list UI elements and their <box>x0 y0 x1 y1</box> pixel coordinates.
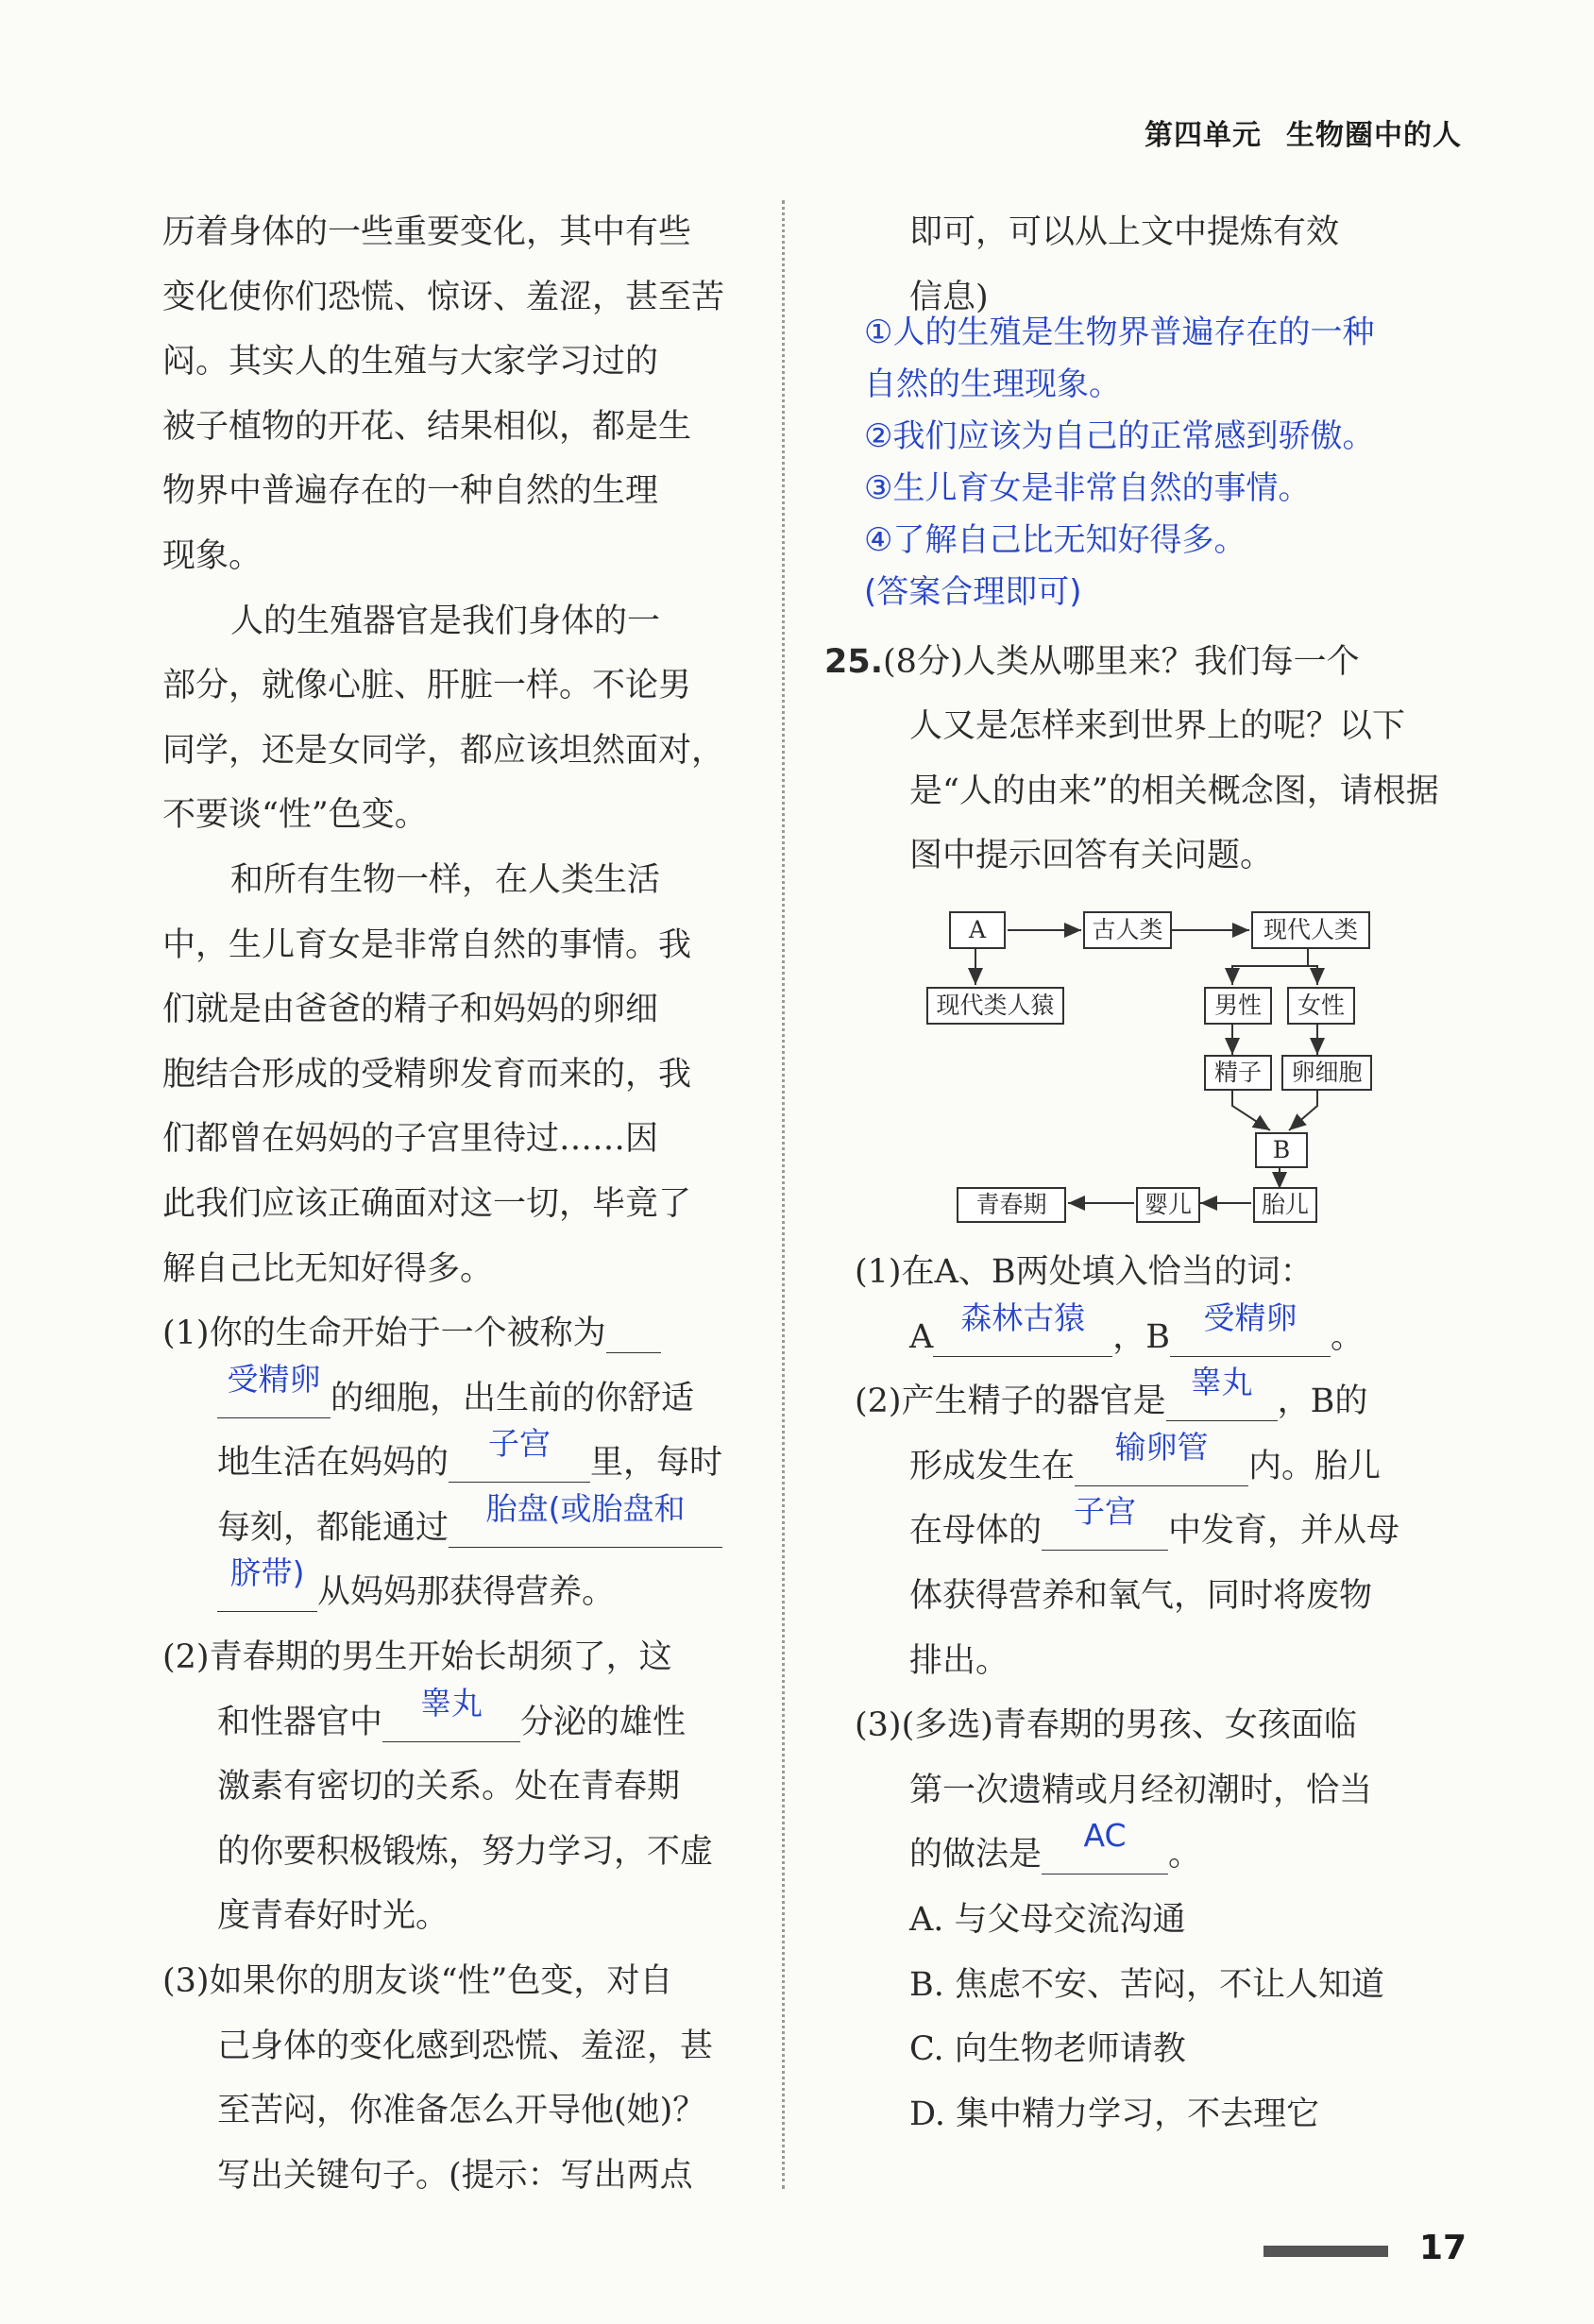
node-adolescence: 青春期 <box>957 1187 1066 1223</box>
text-line: 们都曾在妈妈的子宫里待过……因 <box>162 1120 659 1159</box>
question-3: (3)如果你的朋友谈“性”色变，对自 己身体的变化感到恐慌、羞涩，甚 至苦闷，你准备怎么开导他(她)？ 写出关键句子。(提示：写出两点 <box>162 1962 714 2195</box>
text-line: 信息) <box>909 278 989 316</box>
text-line: 们就是由爸爸的精子和妈妈的卵细 <box>162 991 659 1029</box>
concept-diagram <box>936 908 1402 1219</box>
node-modern-human: 现代人类 <box>1251 911 1370 949</box>
text-line: 人的生殖器官是我们身体的一 <box>230 602 661 640</box>
node-egg: 卵细胞 <box>1281 1055 1372 1091</box>
text-line: 物界中普遍存在的一种自然的生理 <box>162 472 659 511</box>
answer-blank: 胎盘(或胎盘和 <box>449 1512 722 1548</box>
text-line: 部分，就像心脏、肝脏一样。不论男 <box>162 667 692 705</box>
option-a: A. 与父母交流沟通 <box>909 1900 1186 1939</box>
node-fetus: 胎儿 <box>1253 1187 1317 1223</box>
text-line: 中，生儿育女是非常自然的事情。我 <box>162 925 692 964</box>
sub-question-2: (2)产生精子的器官是睾丸，B的 形成发生在输卵管内。胎儿 在母体的子宫中发育，并从母 体获得营养和氧气，同时将废物 排出。 <box>855 1364 1400 1680</box>
footer-bar <box>1263 2246 1388 2257</box>
node-infant: 婴儿 <box>1136 1187 1200 1223</box>
sub-question-3: (3)(多选)青春期的男孩、女孩面临 第一次遗精或月经初潮时，恰当 的做法是AC。 A. 与父母交流沟通 B. 焦虑不安、苦闷，不让人知道 C. 向生物老师请教 D. 集中精力学习，不去理它 <box>855 1693 1468 2146</box>
chapter-title: 生物圈中的人 <box>1286 119 1462 152</box>
text-line: 胞结合形成的受精卵发育而来的，我 <box>162 1055 692 1094</box>
option-d: D. 集中精力学习，不去理它 <box>909 2095 1320 2133</box>
arrow-modern-male <box>1232 949 1308 985</box>
node-a: A <box>949 911 1006 949</box>
arrow-modern-female <box>1308 966 1317 985</box>
answer-blank <box>606 1317 661 1353</box>
node-b: B <box>1255 1132 1308 1168</box>
node-female: 女性 <box>1287 987 1355 1025</box>
option-b: B. 焦虑不安、苦闷，不让人知道 <box>909 1965 1384 2004</box>
option-c: C. 向生物老师请教 <box>909 2030 1186 2069</box>
answer-box: ①人的生殖是生物界普遍存在的一种 自然的生理现象。 ②我们应该为自己的正常感到骄傲。 ③生儿育女是非常自然的事情。 ④了解自己比无知好得多。 (答案合理即可) <box>864 313 1375 611</box>
arrow-egg-b <box>1289 1091 1317 1130</box>
question-2: (2)青春期的男生开始长胡须了，这 和性器官中睾丸分泌的雄性 激素有密切的关系。处在青春期 的你要积极锻炼，努力学习，不虚 度青春好时光。 <box>162 1638 714 1936</box>
answer-blank: AC <box>1042 1839 1168 1874</box>
text-line: 闷。其实人的生殖与大家学习过的 <box>162 343 659 382</box>
sub-question-1: (1)在A、B两处填入恰当的词： A森林古猿，B受精卵。 <box>855 1252 1365 1356</box>
question-25: 25.(8分)人类从哪里来？我们每一个 人又是怎样来到世界上的呢？以下 是“人的由来”的相关概念图，请根据 图中提示回答有关问题。 <box>824 642 1439 875</box>
text-line: 同学，还是女同学，都应该坦然面对， <box>162 731 725 770</box>
answer-blank-a: 森林古猿 <box>933 1321 1112 1357</box>
answer-blank: 输卵管 <box>1075 1450 1248 1486</box>
text-line: 不要谈“性”色变。 <box>162 796 428 835</box>
left-column <box>162 200 748 2208</box>
text-line: 即可，可以从上文中提炼有效 <box>909 213 1340 251</box>
answer-blank-b: 受精卵 <box>1170 1321 1331 1357</box>
text-line: 解自己比无知好得多。 <box>162 1249 494 1288</box>
answer-blank: 睾丸 <box>382 1706 520 1742</box>
text-line: 此我们应该正确面对这一切，毕竟了 <box>162 1184 692 1223</box>
answer-blank: 子宫 <box>1042 1515 1168 1551</box>
answer-blank: 受精卵 <box>217 1383 331 1418</box>
node-modern-ape: 现代类人猿 <box>926 987 1064 1025</box>
text-line: 变化使你们恐慌、惊讶、羞涩，甚至苦 <box>162 278 725 316</box>
arrow-sperm-b <box>1232 1091 1270 1130</box>
page-header <box>1145 111 1462 153</box>
column-divider <box>782 200 785 2189</box>
text-line: 被子植物的开花、结果相似，都是生 <box>162 407 692 446</box>
node-ancient-human: 古人类 <box>1083 911 1172 949</box>
text-line: 和所有生物一样，在人类生活 <box>230 860 661 899</box>
unit-label: 第四单元 <box>1145 119 1262 152</box>
page-number: 17 <box>1419 2229 1467 2267</box>
node-male: 男性 <box>1204 987 1272 1025</box>
text-line: 现象。 <box>162 536 263 575</box>
answer-blank: 子宫 <box>449 1447 590 1483</box>
node-sperm: 精子 <box>1204 1055 1272 1091</box>
question-1: (1)你的生命开始于一个被称为 受精卵的细胞，出生前的你舒适 地生活在妈妈的子宫里，每时 每刻，都能通过胎盘(或胎盘和 脐带)从妈妈那获得营养。 <box>162 1315 723 1612</box>
question-number: 25. <box>824 642 884 681</box>
answer-blank: 脐带) <box>217 1576 317 1612</box>
text-line: 历着身体的一些重要变化，其中有些 <box>162 213 692 251</box>
right-column <box>824 200 1468 2146</box>
answer-blank: 睾丸 <box>1166 1385 1278 1421</box>
